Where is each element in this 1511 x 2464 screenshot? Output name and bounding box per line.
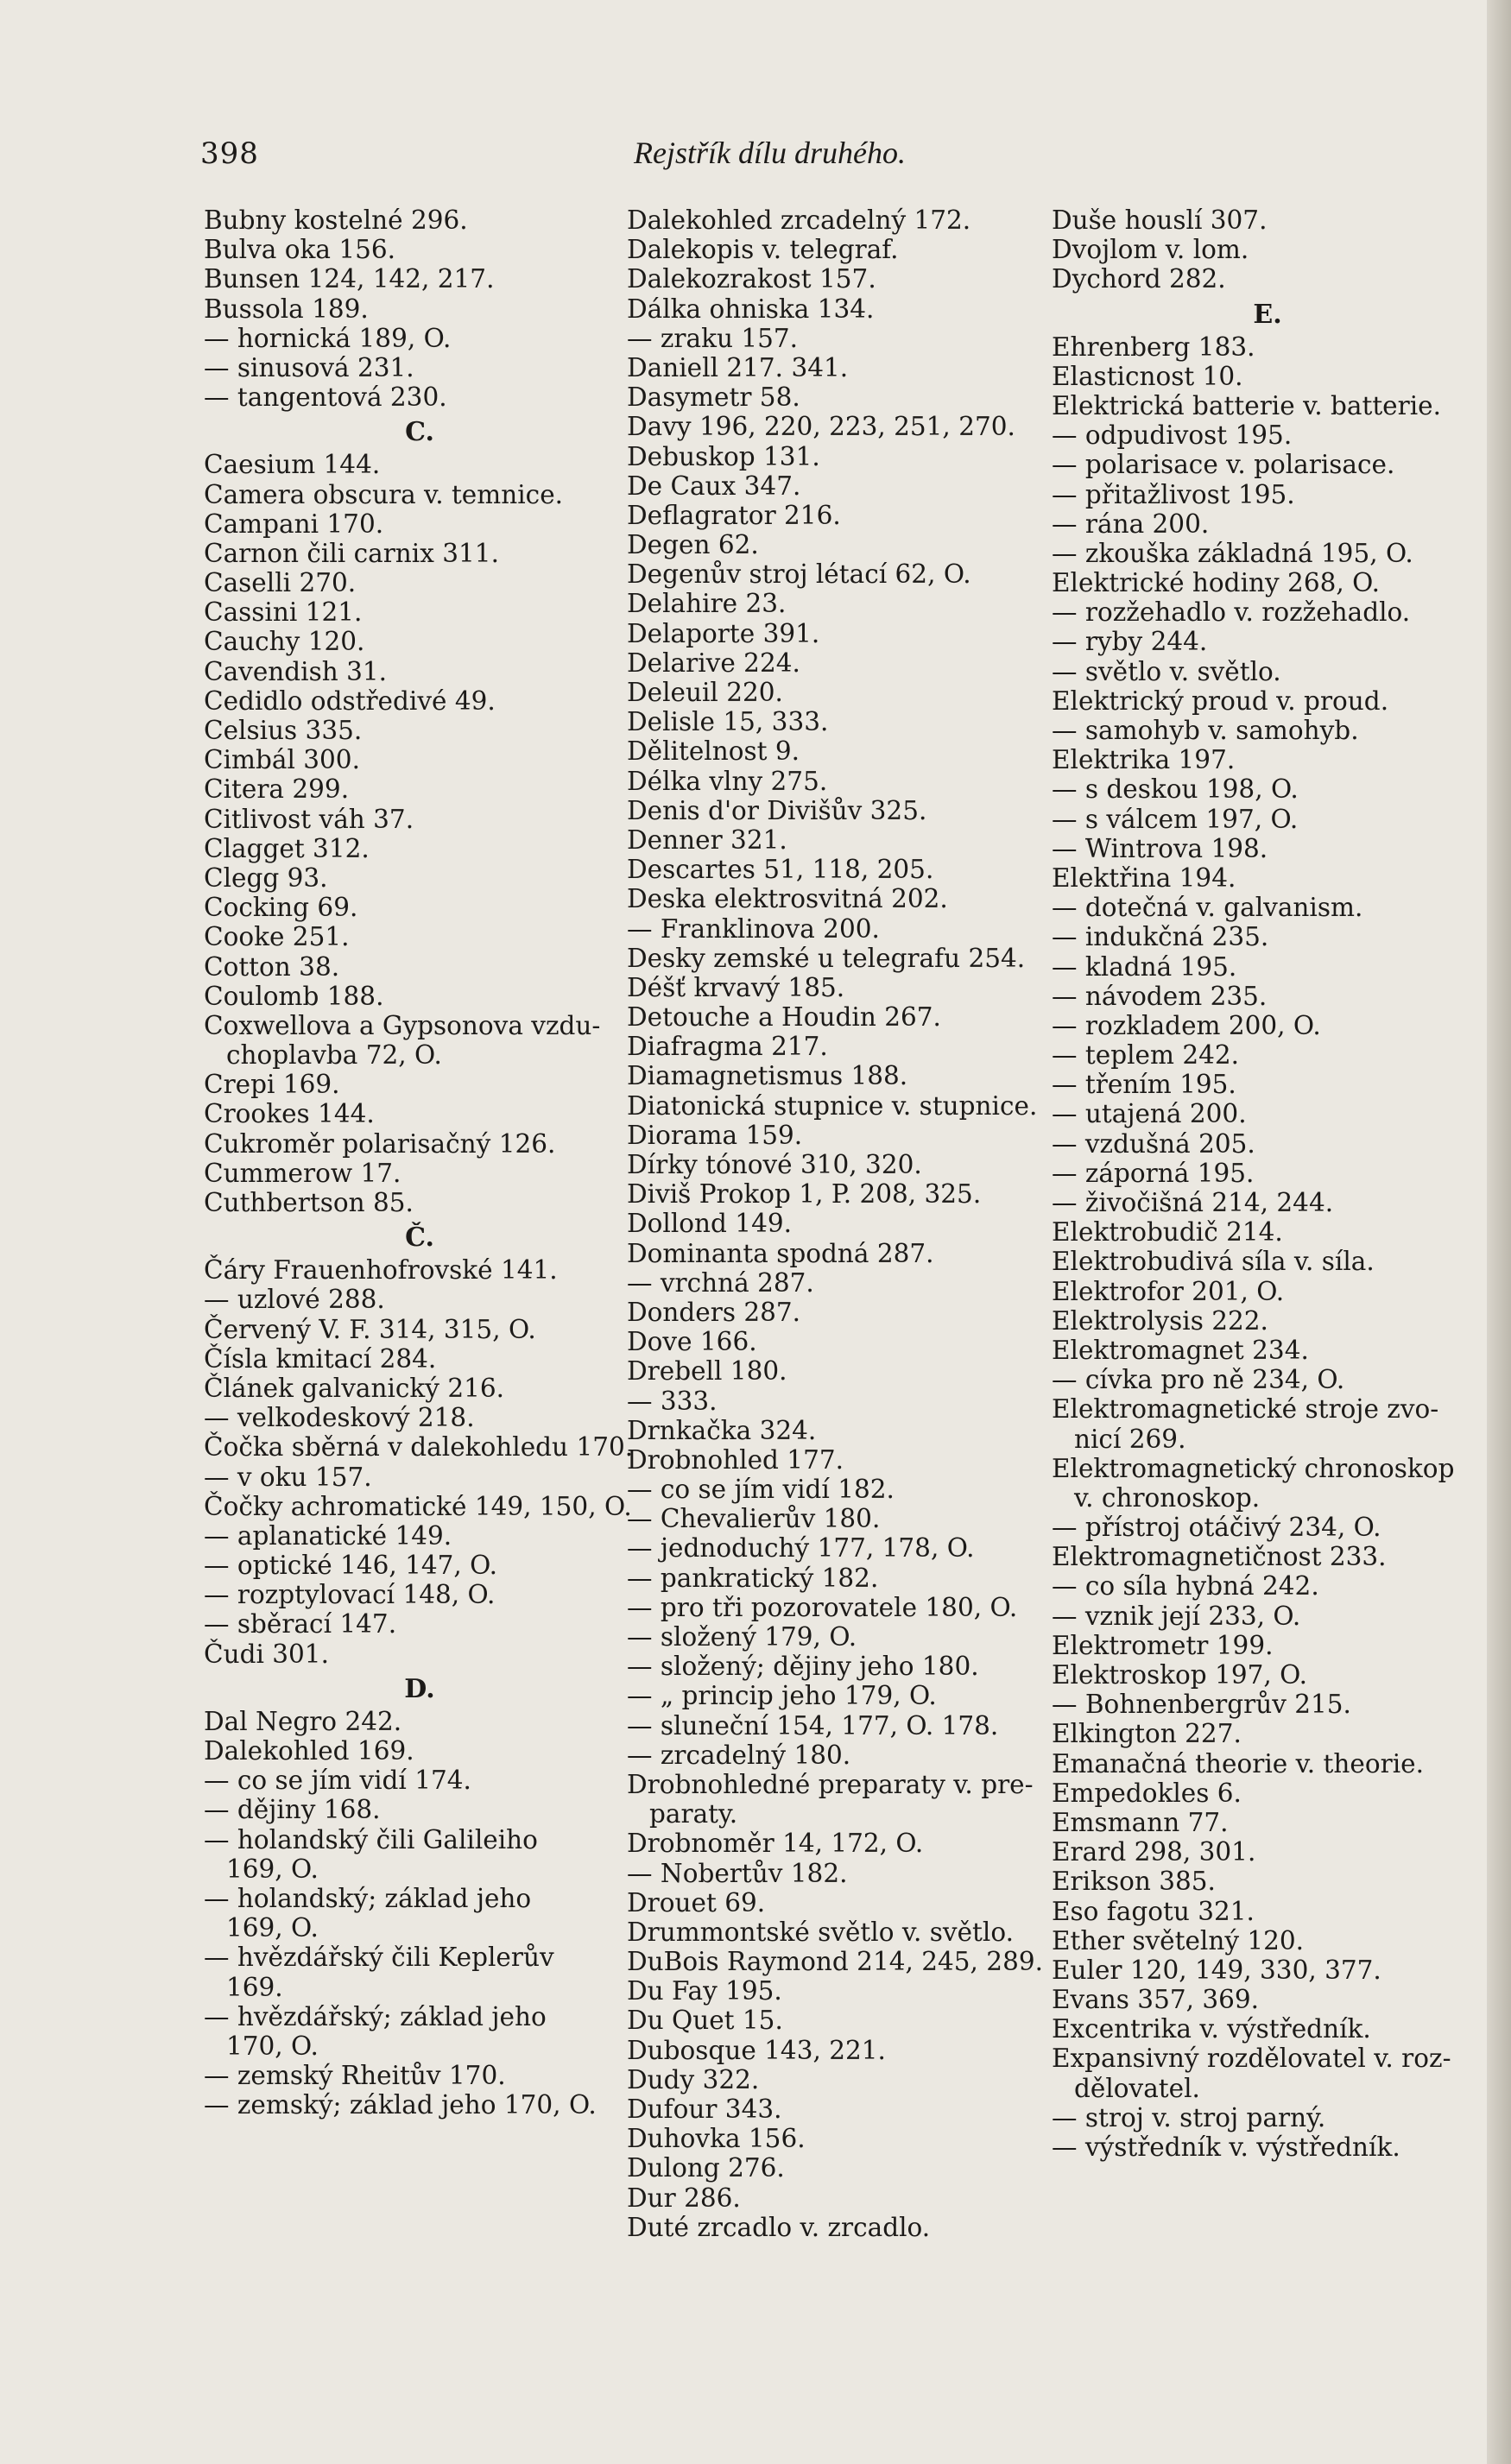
index-entry: Cocking 69. [204, 893, 358, 923]
index-entry: Elektřina 194. [1052, 862, 1236, 893]
index-entry: Elektrický proud v. proud. [1052, 685, 1389, 716]
index-entry: Empedokles 6. [1052, 1778, 1242, 1808]
index-entry: — přitažlivost 195. [1052, 479, 1295, 509]
index-entry: Dálka ohniska 134. [627, 294, 875, 324]
index-entry: — složený 179, O. [627, 1622, 857, 1652]
index-entry: — hvězdářský; základ jeho [204, 2001, 547, 2031]
index-entry: Červený V. F. 314, 315, O. [204, 1314, 536, 1344]
page-number: 398 [200, 136, 259, 171]
index-entry: Dasymetr 58. [627, 382, 800, 413]
index-entry: Cauchy 120. [204, 627, 365, 657]
index-entry: Dychord 282. [1052, 264, 1226, 294]
index-entry: Čočky achromatické 149, 150, O. [204, 1491, 632, 1521]
index-entry: Citera 299. [204, 774, 350, 805]
index-entry: — co se jím vidí 174. [204, 1766, 471, 1796]
index-entry: Descartes 51, 118, 205. [627, 855, 934, 885]
index-entry: — světlo v. světlo. [1052, 656, 1281, 686]
index-entry: Drnkačka 324. [627, 1415, 817, 1445]
index-entry: — v oku 157. [204, 1462, 372, 1492]
index-entry: Elektromagnetický chronoskop [1052, 1453, 1455, 1483]
index-entry: — s válcem 197, O. [1052, 804, 1299, 834]
index-entry: — tangentová 230. [204, 382, 447, 413]
index-entry: Elektrika 197. [1052, 745, 1236, 775]
index-entry: Deska elektrosvitná 202. [627, 884, 948, 914]
index-entry: Duté zrcadlo v. zrcadlo. [627, 2212, 931, 2242]
section-letter-heading: E. [1253, 299, 1282, 330]
index-entry: — jednoduchý 177, 178, O. [627, 1533, 975, 1564]
index-entry: — Nobertův 182. [627, 1858, 848, 1888]
index-entry: Coxwellova a Gypsonova vzdu- [204, 1010, 601, 1040]
index-entry: — zrcadelný 180. [627, 1740, 851, 1770]
index-entry: — teplem 242. [1052, 1040, 1240, 1071]
index-entry: Diafragma 217. [627, 1032, 828, 1062]
index-entry: — uzlové 288. [204, 1285, 385, 1315]
index-entry: v. chronoskop. [1074, 1482, 1261, 1513]
index-entry: — co se jím vidí 182. [627, 1475, 895, 1505]
index-entry: — rozkladem 200, O. [1052, 1010, 1321, 1040]
index-entry: Degen 62. [627, 530, 759, 560]
index-entry: 169, O. [226, 1854, 319, 1884]
running-title: Rejstřík dílu druhého. [634, 136, 906, 170]
index-entry: Davy 196, 220, 223, 251, 270. [627, 412, 1015, 442]
section-letter-heading: Č. [405, 1223, 434, 1254]
index-entry: 169. [226, 1972, 283, 2002]
index-entry: — vznik její 233, O. [1052, 1601, 1301, 1631]
index-entry: — cívka pro ně 234, O. [1052, 1365, 1345, 1395]
index-entry: — 333. [627, 1386, 718, 1416]
index-entry: Campani 170. [204, 509, 384, 539]
index-entry: Bubny kostelné 296. [204, 205, 468, 235]
index-entry: Diatonická stupnice v. stupnice. [627, 1090, 1038, 1121]
index-entry: Cotton 38. [204, 951, 340, 982]
index-entry: — sluneční 154, 177, O. 178. [627, 1710, 999, 1741]
index-entry: nicí 269. [1074, 1424, 1186, 1454]
index-entry: — aplanatické 149. [204, 1520, 452, 1551]
index-entry: Délka vlny 275. [627, 766, 828, 796]
index-entry: — Franklinova 200. [627, 913, 880, 944]
index-entry: — Bohnenbergrův 215. [1052, 1690, 1351, 1720]
index-entry: Elektromagnetické stroje zvo- [1052, 1394, 1439, 1425]
index-entry: Čudi 301. [204, 1639, 329, 1669]
index-entry: Déšť krvavý 185. [627, 972, 845, 1002]
index-entry: Dove 166. [627, 1327, 757, 1357]
index-entry: — hornická 189, O. [204, 323, 452, 353]
index-entry: Cedidlo odstředivé 49. [204, 685, 496, 716]
index-entry: Detouche a Houdin 267. [627, 1002, 941, 1033]
index-entry: Delaporte 391. [627, 618, 820, 648]
index-entry: Dalekopis v. telegraf. [627, 235, 899, 265]
index-entry: Dulong 276. [627, 2153, 785, 2183]
index-entry: Cimbál 300. [204, 745, 360, 775]
index-column-3 [1052, 205, 1483, 2162]
index-entry: Erikson 385. [1052, 1867, 1216, 1897]
index-entry: Eso fagotu 321. [1052, 1896, 1255, 1926]
index-entry: Elektrobudivá síla v. síla. [1052, 1247, 1375, 1277]
index-entry: Euler 120, 149, 330, 377. [1052, 1955, 1381, 1985]
index-entry: Deflagrator 216. [627, 500, 841, 530]
index-entry: — živočišná 214, 244. [1052, 1188, 1334, 1217]
index-entry: — polarisace v. polarisace. [1052, 450, 1395, 480]
index-entry: — složený; dějiny jeho 180. [627, 1652, 979, 1682]
index-entry: — s deskou 198, O. [1052, 774, 1299, 805]
index-entry: Celsius 335. [204, 716, 363, 745]
index-entry: Ehrenberg 183. [1052, 332, 1255, 362]
index-entry: Diamagnetismus 188. [627, 1061, 908, 1091]
index-entry: — utajená 200. [1052, 1099, 1247, 1129]
index-entry: Debuskop 131. [627, 441, 820, 471]
index-entry: Clegg 93. [204, 862, 328, 893]
index-entry: Degenův stroj létací 62, O. [627, 559, 971, 590]
index-entry: Elektrometr 199. [1052, 1630, 1274, 1660]
index-entry: Dominanta spodná 287. [627, 1238, 934, 1268]
index-entry: Cukroměr polarisačný 126. [204, 1128, 556, 1159]
index-entry: — přístroj otáčivý 234, O. [1052, 1513, 1381, 1543]
index-entry: Dalekohled zrcadelný 172. [627, 205, 971, 235]
index-entry: Bussola 189. [204, 294, 369, 324]
index-entry: — pankratický 182. [627, 1563, 879, 1593]
index-entry: Elektrofor 201, O. [1052, 1276, 1285, 1306]
index-entry: Drebell 180. [627, 1356, 787, 1387]
index-entry: — Wintrova 198. [1052, 833, 1268, 863]
index-entry: Dírky tónové 310, 320. [627, 1150, 922, 1179]
page-edge [1487, 0, 1511, 2464]
index-entry: Cavendish 31. [204, 656, 388, 686]
index-entry: Drouet 69. [627, 1887, 766, 1917]
index-entry: Dufour 343. [627, 2094, 782, 2124]
index-entry: choplavba 72, O. [226, 1040, 442, 1071]
index-entry: — výstředník v. výstředník. [1052, 2132, 1400, 2162]
index-entry: — pro tři pozorovatele 180, O. [627, 1592, 1018, 1622]
index-entry: — kladná 195. [1052, 951, 1237, 982]
index-entry: Du Fay 195. [627, 1976, 782, 2006]
index-entry: Erard 298, 301. [1052, 1837, 1256, 1867]
index-entry: — zemský; základ jeho 170, O. [204, 2090, 597, 2120]
index-entry: — Chevalierův 180. [627, 1504, 881, 1534]
index-entry: — indukčná 235. [1052, 922, 1269, 952]
index-entry: Ether světelný 120. [1052, 1925, 1305, 1955]
index-entry: Drobnohled 177. [627, 1444, 844, 1475]
index-entry: Emsmann 77. [1052, 1807, 1229, 1837]
index-entry: Drobnoměr 14, 172, O. [627, 1829, 924, 1859]
index-entry: — holandský; základ jeho [204, 1883, 532, 1913]
index-entry: — dotečná v. galvanism. [1052, 893, 1363, 923]
index-entry: — odpudivost 195. [1052, 420, 1293, 451]
index-entry: Caesium 144. [204, 450, 381, 480]
index-entry: — rána 200. [1052, 509, 1210, 539]
index-entry: — zraku 157. [627, 323, 799, 353]
index-entry: Elektrická batterie v. batterie. [1052, 390, 1441, 420]
index-column-2 [627, 205, 1043, 2242]
index-entry: 170, O. [226, 2031, 319, 2061]
index-entry: — rozptylovací 148, O. [204, 1580, 496, 1610]
index-entry: — stroj v. stroj parný. [1052, 2102, 1326, 2132]
index-entry: Denis d'or Divišův 325. [627, 795, 927, 825]
index-entry: Dělitelnost 9. [627, 736, 800, 767]
index-entry: Čísla kmitací 284. [204, 1343, 437, 1374]
index-entry: De Caux 347. [627, 471, 801, 501]
index-entry: Elektrické hodiny 268, O. [1052, 568, 1380, 598]
index-entry: Dal Negro 242. [204, 1706, 402, 1736]
index-entry: Du Quet 15. [627, 2006, 783, 2036]
index-entry: Crepi 169. [204, 1070, 340, 1100]
index-entry: Excentrika v. výstředník. [1052, 2014, 1371, 2044]
index-entry: Daniell 217. 341. [627, 352, 849, 382]
index-entry: — návodem 235. [1052, 981, 1268, 1011]
index-entry: — ryby 244. [1052, 627, 1208, 657]
index-entry: Drobnohledné preparaty v. pre- [627, 1769, 1034, 1799]
index-entry: Elektrobudič 214. [1052, 1217, 1283, 1248]
index-entry: Emanačná theorie v. theorie. [1052, 1748, 1424, 1779]
index-entry: Čočka sběrná v dalekohledu 170. [204, 1432, 634, 1463]
index-entry: Duhovka 156. [627, 2124, 806, 2154]
index-entry: Donders 287. [627, 1297, 801, 1327]
index-entry: — rozžehadlo v. rozžehadlo. [1052, 597, 1411, 628]
index-entry: — velkodeskový 218. [204, 1403, 475, 1433]
index-entry: Delahire 23. [627, 589, 787, 619]
index-entry: Dalekozrakost 157. [627, 264, 876, 294]
index-entry: Elektroskop 197, O. [1052, 1660, 1307, 1690]
index-entry: — vzdušná 205. [1052, 1128, 1255, 1159]
index-entry: Cooke 251. [204, 922, 350, 952]
index-entry: Denner 321. [627, 824, 787, 855]
index-entry: Citlivost váh 37. [204, 804, 414, 834]
index-column-1 [204, 205, 635, 2120]
section-letter-heading: C. [405, 417, 434, 448]
index-entry: Cuthbertson 85. [204, 1188, 414, 1217]
index-entry: Desky zemské u telegrafu 254. [627, 943, 1026, 973]
index-entry: — vrchná 287. [627, 1267, 814, 1298]
index-entry: Drummontské světlo v. světlo. [627, 1917, 1014, 1947]
index-entry: Elektrolysis 222. [1052, 1305, 1268, 1336]
index-entry: Carnon čili carnix 311. [204, 538, 499, 568]
index-entry: — holandský čili Galileiho [204, 1824, 538, 1854]
index-entry: paraty. [649, 1799, 738, 1829]
index-entry: Elasticnost 10. [1052, 361, 1243, 391]
index-entry: — samohyb v. samohyb. [1052, 716, 1359, 745]
index-entry: Dvojlom v. lom. [1052, 235, 1249, 265]
index-entry: Delarive 224. [627, 648, 800, 678]
index-entry: Cassini 121. [204, 597, 363, 628]
index-entry: Coulomb 188. [204, 981, 384, 1011]
index-entry: Clagget 312. [204, 833, 370, 863]
index-entry: Dubosque 143, 221. [627, 2035, 886, 2065]
index-entry: Delisle 15, 333. [627, 707, 829, 737]
index-entry: Expansivný rozdělovatel v. roz- [1052, 2044, 1451, 2074]
index-entry: Cummerow 17. [204, 1158, 401, 1188]
index-entry: — záporná 195. [1052, 1158, 1255, 1188]
index-entry: Elektromagnetičnost 233. [1052, 1542, 1387, 1572]
index-entry: — třením 195. [1052, 1070, 1236, 1100]
index-entry: Elektromagnet 234. [1052, 1335, 1309, 1365]
index-entry: Dalekohled 169. [204, 1736, 414, 1766]
index-entry: Bulva oka 156. [204, 235, 396, 265]
section-letter-heading: D. [404, 1673, 435, 1704]
index-entry: Článek galvanický 216. [204, 1373, 505, 1403]
index-entry: 169, O. [226, 1913, 319, 1943]
index-entry: Elkington 227. [1052, 1719, 1242, 1749]
index-entry: Bunsen 124, 142, 217. [204, 264, 495, 294]
index-entry: Dudy 322. [627, 2064, 760, 2094]
index-entry: — sinusová 231. [204, 352, 414, 382]
index-entry: — co síla hybná 242. [1052, 1571, 1319, 1602]
index-entry: DuBois Raymond 214, 245, 289. [627, 1947, 1043, 1977]
index-entry: — optické 146, 147, O. [204, 1551, 497, 1581]
index-entry: Deleuil 220. [627, 678, 783, 707]
index-entry: Crookes 144. [204, 1099, 375, 1129]
index-entry: — hvězdářský čili Keplerův [204, 1943, 554, 1973]
index-entry: Dollond 149. [627, 1209, 792, 1239]
index-entry: Dur 286. [627, 2183, 741, 2213]
index-entry: Čáry Frauenhofrovské 141. [204, 1255, 558, 1286]
index-entry: — zkouška základná 195, O. [1052, 538, 1413, 568]
index-entry: Camera obscura v. temnice. [204, 479, 564, 509]
index-entry: Caselli 270. [204, 568, 357, 598]
index-entry: dělovatel. [1074, 2073, 1200, 2103]
index-entry: — sběrací 147. [204, 1609, 397, 1640]
index-entry: Evans 357, 369. [1052, 1985, 1260, 2015]
index-entry: — „ princip jeho 179, O. [627, 1681, 937, 1711]
index-entry: Diorama 159. [627, 1120, 803, 1150]
index-entry: — zemský Rheitův 170. [204, 2061, 506, 2091]
index-entry: — dějiny 168. [204, 1795, 381, 1825]
index-entry: Diviš Prokop 1, P. 208, 325. [627, 1179, 982, 1210]
index-entry: Duše houslí 307. [1052, 205, 1268, 235]
